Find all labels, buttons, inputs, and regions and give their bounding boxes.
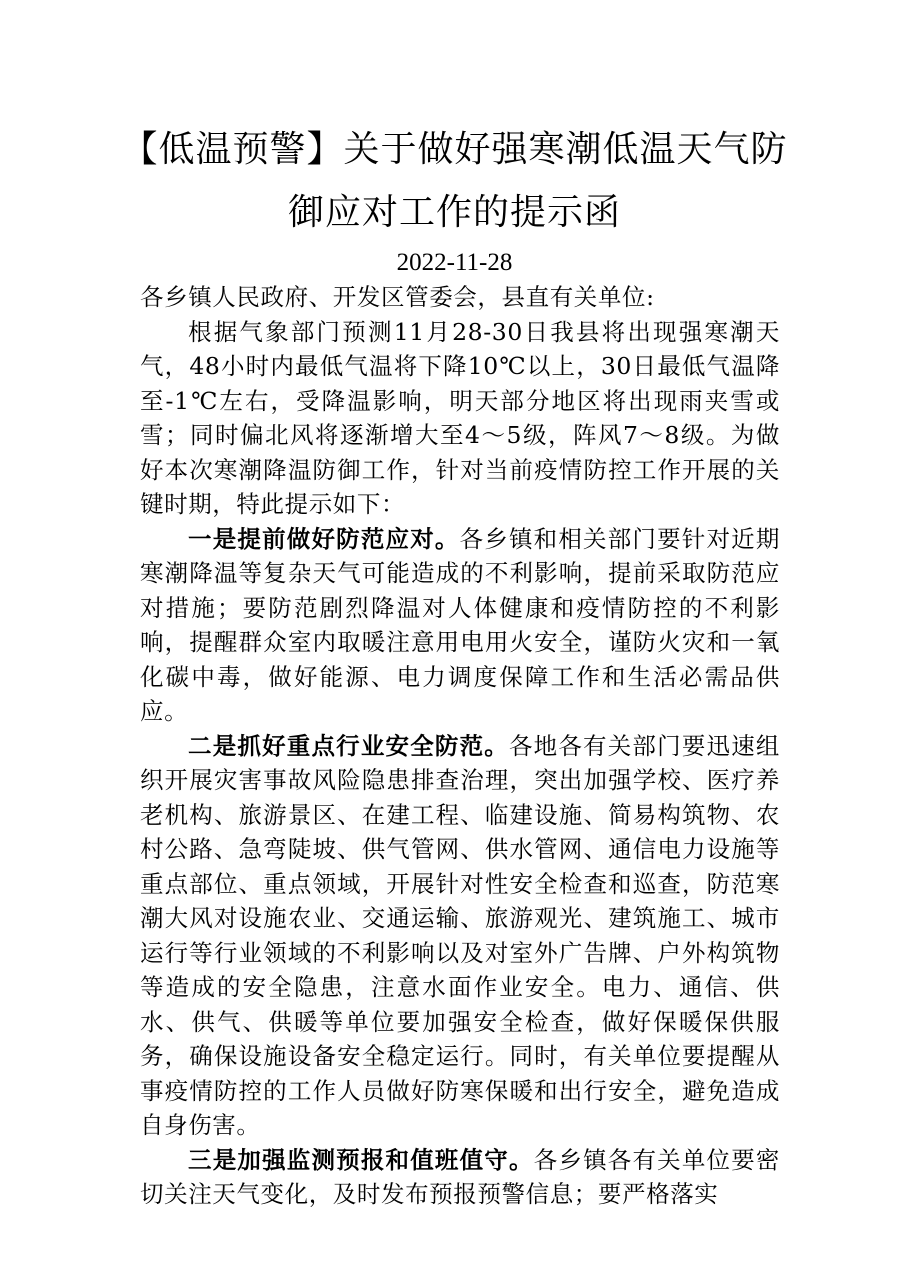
document-title-line-1: 【低温预警】关于做好强寒潮低温天气防 bbox=[121, 129, 788, 170]
section-paragraph-3 bbox=[140, 1143, 780, 1212]
document-title-line-2: 御应对工作的提示函 bbox=[287, 192, 621, 233]
section-text-2: 各地各有关部门要迅速组织开展灾害事故风险隐患排查治理，突出加强学校、医疗养老机构、旅游景区、在建工程、临建设施、简易构筑物、农村公路、急弯陡坡、供气管网、供水管网、通信电力设施等重点部位、重点领域，开展针对性安全检查和巡查，防范寒潮大风对设施农业、交通运输、旅游观光、建筑施工、城市运行等行业领域的不利影响以及对室外广告牌、户外构筑物等造成的安全隐患，注意水面作业安全。电力、通信、供水、供气、供暖等单位要加强安全检查，做好保暖保供服务，确保设施设备安全稳定运行。同时，有关单位要提醒从事疫情防控的工作人员做好防寒保暖和出行安全，避免造成自身伤害。 bbox=[140, 731, 780, 1139]
document-date: 2022-11-28 bbox=[396, 249, 513, 276]
section-heading-2: 二是抓好重点行业安全防范。 bbox=[188, 731, 509, 760]
section-text-1: 各乡镇和相关部门要针对近期寒潮降温等复杂天气可能造成的不利影响，提前采取防范应对措施；要防范剧烈降温对人体健康和疫情防控的不利影响，提醒群众室内取暖注意用电用火安全，谨防火灾和一氧化碳中毒，做好能源、电力调度保障工作和生活必需品供应。 bbox=[140, 524, 780, 725]
section-paragraph-1 bbox=[140, 522, 780, 729]
section-heading-1: 一是提前做好防范应对。 bbox=[188, 524, 460, 553]
document-body bbox=[140, 280, 780, 1212]
section-heading-3: 三是加强监测预报和值班值守。 bbox=[188, 1145, 534, 1174]
salutation: 各乡镇人民政府、开发区管委会，县直有关单位: bbox=[140, 283, 655, 311]
section-paragraph-2 bbox=[140, 729, 780, 1143]
intro-paragraph: 根据气象部门预测11月28-30日我县将出现强寒潮天气，48小时内最低气温将下降10℃以上，30日最低气温降至-1℃左右，受降温影响，明天部分地区将出现雨夹雪或雪；同时偏北风将逐渐增大至4～5级，阵风7～8级。为做好本次寒潮降温防御工作，针对当前疫情防控工作开展的关键时期，特此提示如下： bbox=[140, 317, 780, 518]
section-text-3: 各乡镇各有关单位要密切关注天气变化，及时发布预报预警信息；要严格落实 bbox=[140, 1145, 781, 1208]
